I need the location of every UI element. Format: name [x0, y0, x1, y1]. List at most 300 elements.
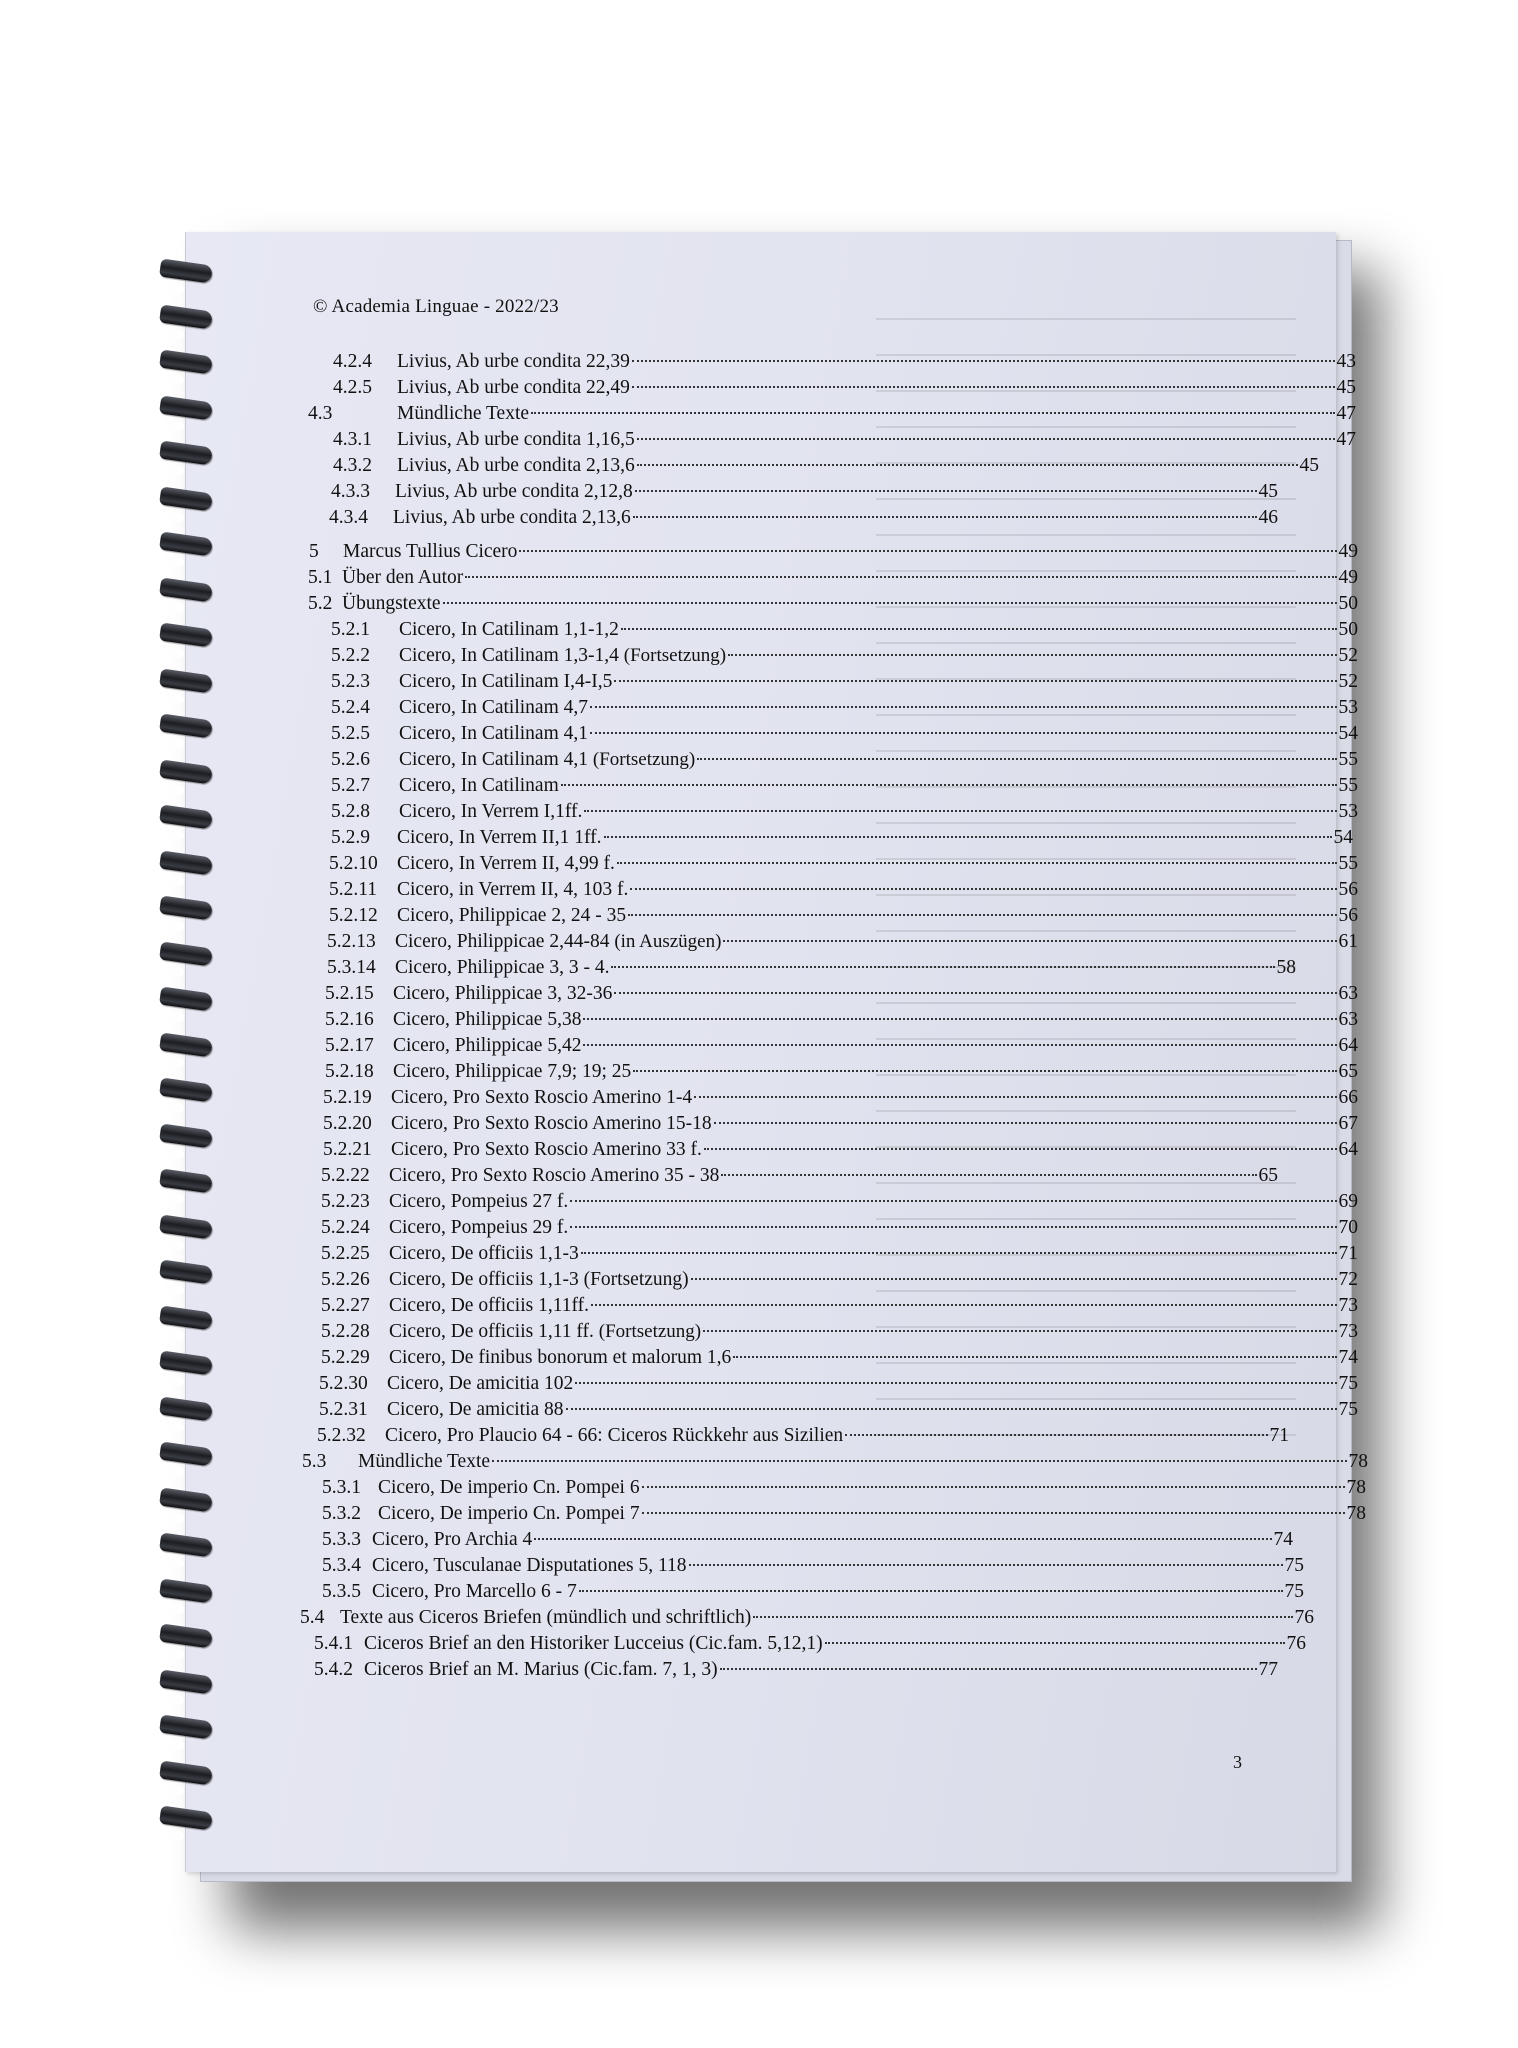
- toc-dot-leader: [728, 636, 1336, 661]
- toc-entry-title-text: Cicero, In Verrem II, 4,99 f.: [397, 853, 615, 874]
- toc-entry-title-text: Cicero, Pro Marcello 6 - 7: [372, 1581, 577, 1602]
- toc-entry-number: 5.4.2: [314, 1659, 353, 1680]
- toc-entry[interactable]: [314, 1650, 1278, 1680]
- toc-entry-title-text: Cicero, In Catilinam: [399, 775, 559, 796]
- toc-entry-page: 75: [1284, 1581, 1304, 1602]
- toc-entry-number: 5.2.18: [325, 1061, 374, 1082]
- spiral-coil: [159, 1396, 213, 1421]
- toc-entry-number: 4.3.4: [329, 507, 368, 528]
- punch-hole: [174, 512, 184, 522]
- toc-entry-number: 5.2.26: [321, 1269, 370, 1290]
- punch-hole: [174, 1376, 184, 1386]
- toc-entry-number: 5.3.1: [322, 1477, 361, 1498]
- toc-entry-number: 5.2.28: [321, 1321, 370, 1342]
- toc-entry[interactable]: [331, 714, 1358, 744]
- toc-entry-page: 54: [1338, 723, 1358, 744]
- punch-hole: [174, 739, 184, 749]
- toc-dot-leader: [694, 1078, 1336, 1103]
- toc-entry-page: 77: [1258, 1659, 1278, 1680]
- toc-entry-number: 5.3.4: [322, 1555, 361, 1576]
- toc-entry-page: 78: [1348, 1451, 1368, 1472]
- toc-entry-page: 43: [1336, 351, 1356, 372]
- toc-entry-title-text: Cicero, In Verrem I,1ff.: [399, 801, 583, 822]
- toc-entry-number: 5.2.21: [323, 1139, 372, 1160]
- toc-entry-title-text: Cicero, In Catilinam I,4-I,5: [399, 671, 613, 692]
- toc-entry-page: 55: [1338, 853, 1358, 874]
- toc-entry-title-text: Marcus Tullius Cicero: [343, 541, 518, 562]
- punch-hole: [174, 1558, 184, 1568]
- toc-entry[interactable]: [302, 1442, 1368, 1472]
- spiral-coil: [159, 1760, 213, 1785]
- toc-dot-leader: [465, 558, 1336, 583]
- toc-entry-page: 61: [1338, 931, 1358, 952]
- toc-entry-page: 50: [1338, 619, 1358, 640]
- toc-entry-page: 67: [1338, 1113, 1358, 1134]
- toc-entry-title-text: Livius, Ab urbe condita 22,49: [397, 377, 630, 398]
- toc-entry-number: 5.2.20: [323, 1113, 372, 1134]
- spiral-coil: [159, 395, 213, 420]
- toc-dot-leader: [534, 1520, 1271, 1545]
- toc-entry[interactable]: [321, 1286, 1358, 1316]
- toc-entry-title-text: Livius, Ab urbe condita 2,13,6: [393, 507, 631, 528]
- toc-entry-title-text: Cicero, In Catilinam 1,3-1,4: [399, 645, 619, 666]
- toc-entry[interactable]: [323, 1130, 1358, 1160]
- toc-dot-leader: [845, 1416, 1267, 1441]
- toc-entry-title-text: Livius, Ab urbe condita 2,12,8: [395, 481, 633, 502]
- toc-entry-number: 5.2.12: [329, 905, 378, 926]
- toc-dot-leader: [689, 1546, 1283, 1571]
- toc-dot-leader: [617, 844, 1337, 869]
- toc-entry-number: 5.2.19: [323, 1087, 372, 1108]
- punch-hole: [174, 1240, 184, 1250]
- toc-entry[interactable]: [322, 1546, 1304, 1576]
- toc-entry-title-text: Ciceros Brief an M. Marius (Cic.fam. 7, 1, 3): [364, 1659, 718, 1680]
- toc-entry-title-text: Cicero, De officiis 1,1-3 (Fortsetzung): [389, 1269, 689, 1290]
- toc-entry-title-text: Texte aus Ciceros Briefen (mündlich und schriftlich): [340, 1607, 752, 1628]
- punch-hole: [174, 1467, 184, 1477]
- punch-hole: [174, 648, 184, 658]
- punch-hole: [174, 1194, 184, 1204]
- toc-entry[interactable]: [321, 1260, 1358, 1290]
- toc-entry-page: 75: [1338, 1373, 1358, 1394]
- toc-entry[interactable]: [323, 1104, 1358, 1134]
- toc-entry-title-text: Cicero, Pro Sexto Roscio Amerino 1-4: [391, 1087, 693, 1108]
- punch-hole: [174, 1103, 184, 1113]
- toc-dot-leader: [637, 446, 1298, 471]
- punch-hole: [174, 694, 184, 704]
- toc-dot-leader: [584, 792, 1336, 817]
- punch-hole: [174, 1285, 184, 1295]
- toc-entry-title-text: Übungstexte: [342, 593, 441, 614]
- punch-hole: [174, 1649, 184, 1659]
- toc-dot-leader: [614, 662, 1336, 687]
- spiral-coil: [159, 1669, 213, 1694]
- toc-dot-leader: [635, 472, 1257, 497]
- toc-entry[interactable]: [319, 1390, 1358, 1420]
- toc-dot-leader: [720, 1650, 1257, 1675]
- toc-entry-page: 63: [1338, 1009, 1358, 1030]
- toc-entry-number: 5.2.16: [325, 1009, 374, 1030]
- page-header: © Academia Linguae - 2022/23: [313, 296, 559, 317]
- toc-entry-title-text: Livius, Ab urbe condita 2,13,6: [397, 455, 635, 476]
- toc-entry-page: 78: [1346, 1477, 1366, 1498]
- toc-entry-page: 54: [1333, 827, 1353, 848]
- punch-hole: [174, 330, 184, 340]
- toc-dot-leader: [633, 1052, 1336, 1077]
- toc-entry-title-text: Cicero, De amicitia 88: [387, 1399, 564, 1420]
- spiral-coil: [159, 1714, 213, 1739]
- toc-entry-title-text: Cicero, In Catilinam 4,7: [399, 697, 589, 718]
- toc-entry-title: [393, 505, 631, 530]
- toc-entry-number: 5.3: [302, 1451, 327, 1472]
- toc-entry-title-text: Cicero, In Catilinam 4,1: [399, 749, 589, 770]
- toc-entry-number: 4.3.2: [333, 455, 372, 476]
- toc-entry[interactable]: [333, 342, 1356, 372]
- toc-entry[interactable]: [333, 446, 1319, 476]
- toc-entry[interactable]: [321, 1338, 1358, 1368]
- toc-entry-number: 5.3.2: [322, 1503, 361, 1524]
- toc-entry-number: 5.4.1: [314, 1633, 353, 1654]
- toc-entry[interactable]: [322, 1494, 1366, 1524]
- punch-hole: [174, 1513, 184, 1523]
- toc-dot-leader: [825, 1624, 1285, 1649]
- spiral-coil: [159, 1259, 213, 1284]
- toc-entry-title-text: Ciceros Brief an den Historiker Lucceius (Cic.fam. 5,12,1): [364, 1633, 823, 1654]
- punch-hole: [174, 1831, 184, 1841]
- toc-entry[interactable]: [329, 498, 1278, 528]
- table-of-contents: [186, 232, 1368, 1872]
- punch-hole: [174, 921, 184, 931]
- toc-entry-page: 70: [1338, 1217, 1358, 1238]
- punch-hole: [174, 1331, 184, 1341]
- toc-entry[interactable]: [322, 1468, 1366, 1498]
- toc-entry[interactable]: [327, 922, 1358, 952]
- toc-entry-number: 5.2.29: [321, 1347, 370, 1368]
- punch-hole: [174, 1012, 184, 1022]
- toc-dot-leader: [583, 1000, 1336, 1025]
- toc-entry-title-text: Cicero, In Catilinam 1,1-1,2: [399, 619, 619, 640]
- toc-entry-page: 58: [1276, 957, 1296, 978]
- toc-entry-page: 74: [1273, 1529, 1293, 1550]
- toc-entry-number: 5.2.22: [321, 1165, 370, 1186]
- toc-entry-page: 50: [1338, 593, 1358, 614]
- toc-entry-number: 5.3.14: [327, 957, 376, 978]
- punch-hole: [174, 1058, 184, 1068]
- toc-dot-leader: [642, 1468, 1345, 1493]
- toc-entry-title-text: Livius, Ab urbe condita 22,39: [397, 351, 630, 372]
- toc-entry[interactable]: [327, 948, 1296, 978]
- toc-dot-leader: [704, 1130, 1337, 1155]
- toc-dot-leader: [614, 974, 1336, 999]
- toc-dot-leader: [590, 714, 1336, 739]
- toc-entry[interactable]: [325, 1026, 1358, 1056]
- toc-dot-leader: [632, 368, 1335, 393]
- toc-entry-number: 4.2.5: [333, 377, 372, 398]
- toc-entry-title-text: Cicero, De officiis 1,11ff.: [389, 1295, 590, 1316]
- toc-entry[interactable]: [331, 740, 1358, 770]
- toc-entry-page: 53: [1338, 697, 1358, 718]
- spiral-coil: [159, 804, 213, 829]
- toc-entry[interactable]: [308, 394, 1356, 424]
- spiral-coil: [159, 941, 213, 966]
- toc-dot-leader: [570, 1182, 1336, 1207]
- toc-entry[interactable]: [323, 1078, 1358, 1108]
- toc-entry-title-text: Über den Autor: [342, 567, 464, 588]
- toc-dot-leader: [575, 1364, 1336, 1389]
- punch-hole: [174, 466, 184, 476]
- toc-entry-title-text: Mündliche Texte: [397, 403, 530, 424]
- toc-entry[interactable]: [331, 766, 1358, 796]
- spiral-coil: [159, 1623, 213, 1648]
- toc-entry[interactable]: [325, 974, 1358, 1004]
- toc-entry-page: 65: [1258, 1165, 1278, 1186]
- toc-entry-title-text: Cicero, De finibus bonorum et malorum 1,6: [389, 1347, 732, 1368]
- spiral-coil: [159, 1123, 213, 1148]
- punch-hole: [174, 876, 184, 886]
- toc-entry-title-text: Cicero, Philippicae 5,42: [393, 1035, 582, 1056]
- spiral-coil: [159, 1532, 213, 1557]
- toc-entry-page: 52: [1338, 645, 1358, 666]
- toc-entry[interactable]: [321, 1208, 1358, 1238]
- toc-entry[interactable]: [333, 420, 1356, 450]
- toc-dot-leader: [561, 766, 1337, 791]
- toc-entry[interactable]: [321, 1234, 1358, 1264]
- toc-dot-leader: [591, 1286, 1336, 1311]
- spiral-coil: [159, 1441, 213, 1466]
- toc-entry-note: (Fortsetzung): [598, 1321, 702, 1342]
- toc-entry-number: 4.3.1: [333, 429, 372, 450]
- toc-entry[interactable]: [300, 1598, 1314, 1628]
- toc-entry-title-text: Cicero, In Catilinam 4,1: [399, 723, 589, 744]
- spiral-coil: [159, 1305, 213, 1330]
- toc-entry-number: 5.2.17: [325, 1035, 374, 1056]
- punch-hole: [174, 1422, 184, 1432]
- toc-entry-number: 5: [309, 541, 319, 562]
- toc-entry[interactable]: [329, 896, 1358, 926]
- toc-entry-number: 5.2.11: [329, 879, 378, 900]
- spiral-coil: [159, 1032, 213, 1057]
- toc-dot-leader: [721, 1156, 1256, 1181]
- toc-entry-page: 65: [1338, 1061, 1358, 1082]
- toc-entry-title-text: Cicero, De imperio Cn. Pompei 6: [378, 1477, 640, 1498]
- toc-entry-title-text: Cicero, Tusculanae Disputationes 5, 118: [372, 1555, 687, 1576]
- toc-entry-title-text: Cicero, Pro Sexto Roscio Amerino 15-18: [391, 1113, 712, 1134]
- toc-entry-number: 5.2.23: [321, 1191, 370, 1212]
- toc-entry-page: 75: [1338, 1399, 1358, 1420]
- toc-entry-note: (Fortsetzung): [592, 749, 696, 770]
- toc-entry-page: 73: [1338, 1295, 1358, 1316]
- toc-dot-leader: [642, 1494, 1345, 1519]
- toc-dot-leader: [697, 740, 1336, 765]
- spiral-coil: [159, 668, 213, 693]
- toc-entry-number: 5.2.9: [331, 827, 370, 848]
- toc-entry-page: 45: [1299, 455, 1319, 476]
- toc-entry-page: 72: [1338, 1269, 1358, 1290]
- toc-entry-number: 5.2.30: [319, 1373, 368, 1394]
- toc-entry[interactable]: [329, 870, 1358, 900]
- punch-hole: [174, 375, 184, 385]
- spiral-coil: [159, 440, 213, 465]
- toc-dot-leader: [630, 870, 1336, 895]
- toc-entry-page: 64: [1338, 1139, 1358, 1160]
- toc-entry-page: 69: [1338, 1191, 1358, 1212]
- toc-entry[interactable]: [329, 844, 1358, 874]
- spiral-coil: [159, 713, 213, 738]
- toc-entry[interactable]: [322, 1520, 1293, 1550]
- toc-entry[interactable]: [321, 1156, 1278, 1186]
- toc-entry[interactable]: [331, 472, 1278, 502]
- toc-entry-page: 63: [1338, 983, 1358, 1004]
- toc-dot-leader: [628, 896, 1336, 921]
- document-page: [185, 232, 1368, 1872]
- toc-dot-leader: [579, 1572, 1283, 1597]
- spiral-coil: [159, 759, 213, 784]
- toc-entry[interactable]: [314, 1624, 1306, 1654]
- toc-entry[interactable]: [331, 636, 1358, 666]
- toc-entry-number: 5.2.5: [331, 723, 370, 744]
- toc-entry-page: 53: [1338, 801, 1358, 822]
- toc-entry-page: 56: [1338, 879, 1358, 900]
- toc-entry-number: 5.3.3: [322, 1529, 361, 1550]
- toc-entry-title-text: Cicero, Philippicae 3, 3 - 4.: [395, 957, 610, 978]
- toc-dot-leader: [519, 532, 1336, 557]
- toc-entry-number: 5.2.25: [321, 1243, 370, 1264]
- toc-entry-number: 5.3.5: [322, 1581, 361, 1602]
- toc-entry[interactable]: [331, 818, 1353, 848]
- punch-hole: [174, 603, 184, 613]
- punch-hole: [174, 830, 184, 840]
- spiral-coil: [159, 986, 213, 1011]
- toc-entry-title-text: Cicero, Pro Plaucio 64 - 66: Ciceros Rückkehr aus Sizilien: [385, 1425, 844, 1446]
- toc-entry-number: 4.2.4: [333, 351, 372, 372]
- spiral-coil: [159, 258, 213, 283]
- toc-entry-number: 5.2.2: [331, 645, 370, 666]
- toc-entry-number: 5.2.27: [321, 1295, 370, 1316]
- toc-entry-number: 5.2.7: [331, 775, 370, 796]
- punch-hole: [174, 1149, 184, 1159]
- toc-dot-leader: [566, 1390, 1337, 1415]
- toc-dot-leader: [633, 498, 1257, 523]
- toc-dot-leader: [583, 1026, 1336, 1051]
- toc-entry-page: 49: [1338, 567, 1358, 588]
- toc-entry-title-text: Livius, Ab urbe condita 1,16,5: [397, 429, 635, 450]
- toc-dot-leader: [492, 1442, 1346, 1467]
- toc-dot-leader: [590, 688, 1336, 713]
- toc-entry-number: 5.4: [300, 1607, 325, 1628]
- toc-dot-leader: [733, 1338, 1336, 1363]
- toc-entry-number: 5.2.6: [331, 749, 370, 770]
- toc-entry-page: 46: [1258, 507, 1278, 528]
- toc-entry-title-text: Cicero, Philippicae 2, 24 - 35: [397, 905, 627, 926]
- toc-entry-number: 5.2.8: [331, 801, 370, 822]
- spiral-coil: [159, 1168, 213, 1193]
- spiral-coil: [159, 1805, 213, 1830]
- toc-entry[interactable]: [308, 558, 1358, 588]
- toc-entry-number: 5.2.24: [321, 1217, 370, 1238]
- punch-hole: [174, 557, 184, 567]
- toc-entry[interactable]: [322, 1572, 1304, 1602]
- spiral-coil: [159, 1214, 213, 1239]
- toc-entry-title-text: Cicero, De officiis 1,1-3: [389, 1243, 579, 1264]
- toc-entry-page: 78: [1346, 1503, 1366, 1524]
- page-number: 3: [1233, 1752, 1242, 1772]
- toc-dot-leader: [443, 584, 1337, 609]
- toc-entry-title-text: Cicero, De amicitia 102: [387, 1373, 574, 1394]
- toc-entry[interactable]: [325, 1052, 1358, 1082]
- toc-entry[interactable]: [325, 1000, 1358, 1030]
- toc-entry-number: 5.2.4: [331, 697, 370, 718]
- spiral-coil: [159, 850, 213, 875]
- punch-hole: [174, 1740, 184, 1750]
- toc-entry[interactable]: [321, 1182, 1358, 1212]
- toc-entry[interactable]: [331, 662, 1358, 692]
- toc-entry[interactable]: [331, 688, 1358, 718]
- toc-entry[interactable]: [319, 1364, 1358, 1394]
- toc-entry-title-text: Cicero, Philippicae 2,44-84: [395, 931, 610, 952]
- toc-dot-leader: [703, 1312, 1336, 1337]
- toc-entry[interactable]: [309, 532, 1358, 562]
- toc-entry-note: (in Auszügen): [614, 931, 722, 952]
- spiral-coil: [159, 304, 213, 329]
- toc-entry-number: 5.2.1: [331, 619, 370, 640]
- punch-hole: [174, 421, 184, 431]
- toc-dot-leader: [753, 1598, 1292, 1623]
- toc-entry-title-text: Cicero, De officiis 1,11 ff.: [389, 1321, 594, 1342]
- toc-entry-page: 74: [1338, 1347, 1358, 1368]
- toc-entry[interactable]: [331, 792, 1358, 822]
- toc-entry[interactable]: [331, 610, 1358, 640]
- spiral-coil: [159, 1077, 213, 1102]
- punch-hole: [174, 1786, 184, 1796]
- toc-entry-title-text: Cicero, De imperio Cn. Pompei 7: [378, 1503, 640, 1524]
- toc-dot-leader: [611, 948, 1274, 973]
- toc-entry-title-text: Cicero, Pro Sexto Roscio Amerino 33 f.: [391, 1139, 702, 1160]
- toc-dot-leader: [632, 342, 1335, 367]
- punch-hole: [174, 1695, 184, 1705]
- toc-entry-title-text: Cicero, Pro Archia 4: [372, 1529, 533, 1550]
- toc-entry-number: 4.3.3: [331, 481, 370, 502]
- toc-dot-leader: [714, 1104, 1337, 1129]
- toc-entry-page: 47: [1336, 403, 1356, 424]
- toc-entry-page: 56: [1338, 905, 1358, 926]
- punch-hole: [174, 785, 184, 795]
- toc-entry-page: 55: [1338, 749, 1358, 770]
- toc-entry[interactable]: [333, 368, 1356, 398]
- punch-hole: [174, 1604, 184, 1614]
- toc-dot-leader: [581, 1234, 1337, 1259]
- toc-entry-page: 45: [1336, 377, 1356, 398]
- toc-entry-number: 5.2.31: [319, 1399, 368, 1420]
- spiral-coil: [159, 622, 213, 647]
- toc-entry-page: 45: [1258, 481, 1278, 502]
- toc-entry-title-text: Cicero, Philippicae 5,38: [393, 1009, 582, 1030]
- toc-dot-leader: [691, 1260, 1337, 1285]
- toc-entry[interactable]: [321, 1312, 1358, 1342]
- spiral-coil: [159, 577, 213, 602]
- toc-dot-leader: [531, 394, 1334, 419]
- spiral-coil: [159, 1487, 213, 1512]
- toc-entry-number: 4.3: [308, 403, 333, 424]
- toc-entry-page: 76: [1286, 1633, 1306, 1654]
- toc-entry-page: 71: [1269, 1425, 1289, 1446]
- spiral-coil: [159, 1350, 213, 1375]
- spiral-binding: [160, 262, 220, 1842]
- toc-dot-leader: [604, 818, 1332, 843]
- toc-entry[interactable]: [317, 1416, 1289, 1446]
- spiral-coil: [159, 531, 213, 556]
- toc-entry[interactable]: [308, 584, 1358, 614]
- toc-entry-title-text: Cicero, In Verrem II,1 1ff.: [397, 827, 602, 848]
